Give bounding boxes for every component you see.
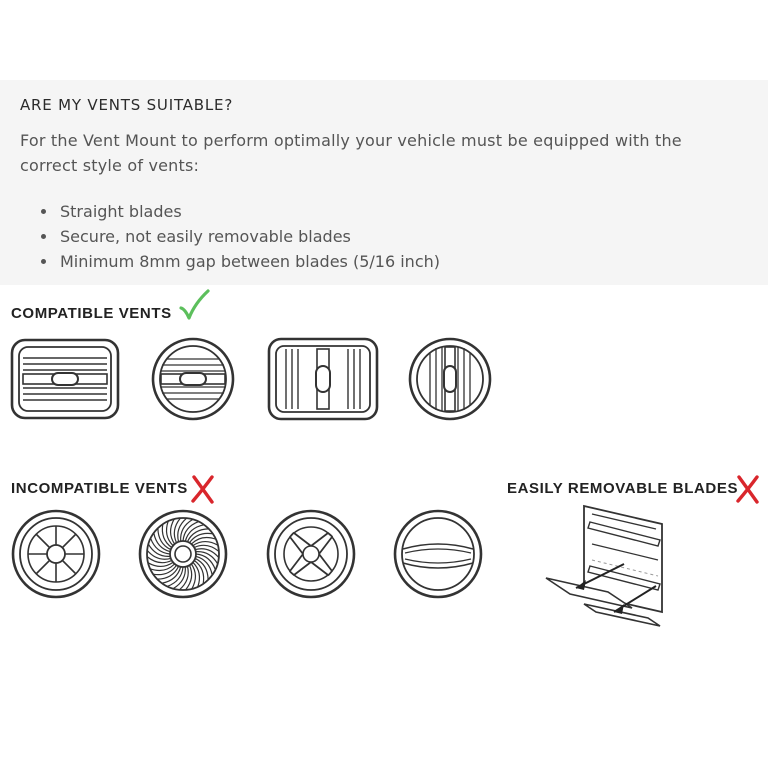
removable-blades-label: EASILY REMOVABLE BLADES	[507, 480, 739, 497]
intro-text: For the Vent Mount to perform optimally your vehicle must be equipped with the correct style of vents:	[20, 131, 682, 175]
square-horizontal-vent-icon	[10, 338, 120, 420]
removable-blades-illustration-icon	[540, 500, 670, 628]
compatible-vents-label: COMPATIBLE VENTS	[11, 305, 172, 322]
list-item: • Secure, not easily removable blades	[58, 224, 440, 249]
ball-vent-icon	[393, 509, 483, 599]
incompatible-vents-label: INCOMPATIBLE VENTS	[11, 480, 188, 497]
requirements-list	[38, 199, 440, 274]
round-vertical-vent-icon	[408, 337, 492, 421]
round-horizontal-vent-icon	[151, 337, 235, 421]
square-vertical-vent-icon	[267, 337, 379, 421]
cross-icon	[735, 474, 761, 504]
section-heading: ARE MY VENTS SUITABLE?	[20, 96, 234, 114]
list-item: • Straight blades	[58, 199, 440, 224]
spoked-wheel-vent-icon	[11, 509, 101, 599]
checkmark-icon	[178, 289, 210, 321]
list-item: • Minimum 8mm gap between blades (5/16 inch)	[58, 249, 440, 274]
cross-icon	[190, 474, 216, 504]
turbine-vent-icon	[138, 509, 228, 599]
x-cross-vent-icon	[266, 509, 356, 599]
